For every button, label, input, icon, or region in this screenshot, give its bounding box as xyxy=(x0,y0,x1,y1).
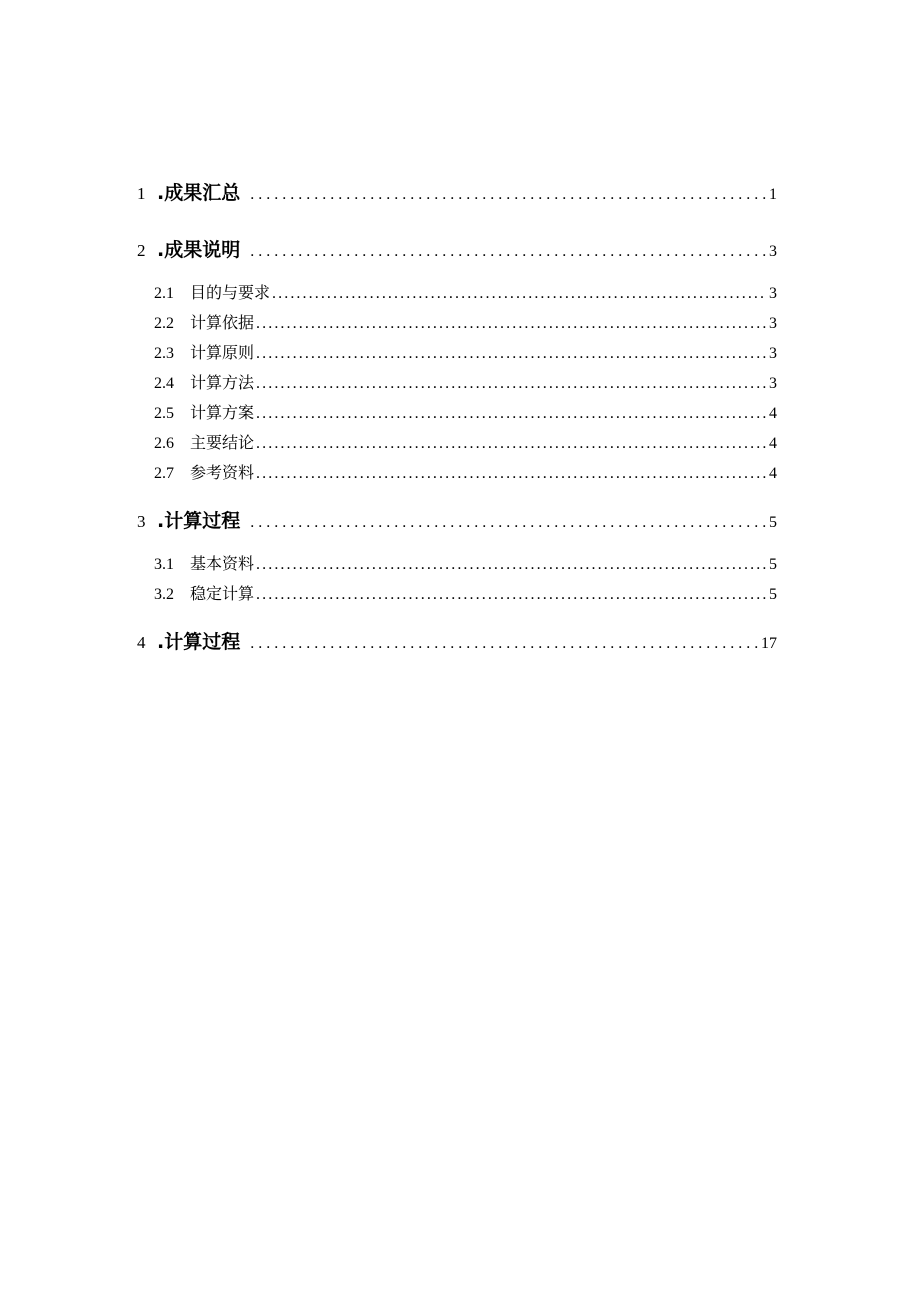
toc-number: 3.2 xyxy=(154,586,174,603)
toc-title: 稳定计算 xyxy=(190,584,255,603)
toc-number: 2.2 xyxy=(154,315,174,332)
toc-title: .计算过程 xyxy=(157,631,241,653)
toc-entry-3-2[interactable] xyxy=(137,581,777,611)
toc-number: 2.3 xyxy=(154,345,174,362)
toc-entry-ch4[interactable] xyxy=(137,627,777,657)
toc-page-number: 1 xyxy=(769,186,777,203)
toc-number: 2.1 xyxy=(154,285,174,302)
toc-page-number: 3 xyxy=(769,285,777,302)
dot-leader xyxy=(250,186,767,204)
toc-title: 计算原则 xyxy=(190,343,255,362)
toc-title: 目的与要求 xyxy=(190,283,271,302)
table-of-contents xyxy=(137,178,777,657)
toc-entry-3-1[interactable] xyxy=(137,551,777,581)
toc-number: 2.4 xyxy=(154,375,174,392)
toc-entry-2-2[interactable] xyxy=(137,310,777,340)
toc-page-number: 4 xyxy=(769,405,777,422)
toc-page-number: 4 xyxy=(769,435,777,452)
toc-title: 基本资料 xyxy=(190,554,255,573)
dot-leader xyxy=(256,315,767,333)
toc-title: 计算方案 xyxy=(190,403,255,422)
toc-page-number: 4 xyxy=(769,465,777,482)
toc-number: 2.5 xyxy=(154,405,174,422)
dot-leader xyxy=(256,465,767,483)
toc-number: 1 xyxy=(137,184,146,203)
toc-entry-ch3[interactable] xyxy=(137,506,777,536)
toc-page-number: 3 xyxy=(769,375,777,392)
toc-page-number: 17 xyxy=(761,635,777,652)
toc-entry-2-5[interactable] xyxy=(137,400,777,430)
toc-number: 3 xyxy=(137,512,146,531)
toc-title: 计算方法 xyxy=(190,373,255,392)
toc-number: 3.1 xyxy=(154,556,174,573)
toc-page-number: 3 xyxy=(769,345,777,362)
toc-entry-ch1[interactable] xyxy=(137,178,777,208)
toc-title: .成果说明 xyxy=(157,239,241,261)
toc-title: .成果汇总 xyxy=(157,182,241,204)
toc-number: 4 xyxy=(137,633,146,652)
toc-number: 2.6 xyxy=(154,435,174,452)
toc-page-number: 5 xyxy=(769,556,777,573)
toc-entry-2-4[interactable] xyxy=(137,370,777,400)
toc-title: 参考资料 xyxy=(190,463,255,482)
toc-number: 2 xyxy=(137,241,146,260)
toc-page-number: 5 xyxy=(769,514,777,531)
dot-leader xyxy=(256,435,767,453)
toc-entry-2-7[interactable] xyxy=(137,460,777,490)
dot-leader xyxy=(256,375,767,393)
toc-title: 主要结论 xyxy=(190,433,255,452)
toc-title: 计算依据 xyxy=(190,313,255,332)
toc-entry-ch2[interactable] xyxy=(137,235,777,265)
toc-number: 2.7 xyxy=(154,465,174,482)
dot-leader xyxy=(256,586,767,604)
dot-leader xyxy=(256,345,767,363)
toc-entry-2-3[interactable] xyxy=(137,340,777,370)
dot-leader xyxy=(250,635,759,653)
toc-page-number: 3 xyxy=(769,315,777,332)
dot-leader xyxy=(256,556,767,574)
toc-entry-2-6[interactable] xyxy=(137,430,777,460)
dot-leader xyxy=(256,405,767,423)
dot-leader xyxy=(250,243,767,261)
dot-leader xyxy=(250,514,767,532)
toc-page-number: 3 xyxy=(769,243,777,260)
toc-entry-2-1[interactable] xyxy=(137,280,777,310)
dot-leader xyxy=(272,285,767,303)
toc-title: .计算过程 xyxy=(157,510,241,532)
toc-page-number: 5 xyxy=(769,586,777,603)
